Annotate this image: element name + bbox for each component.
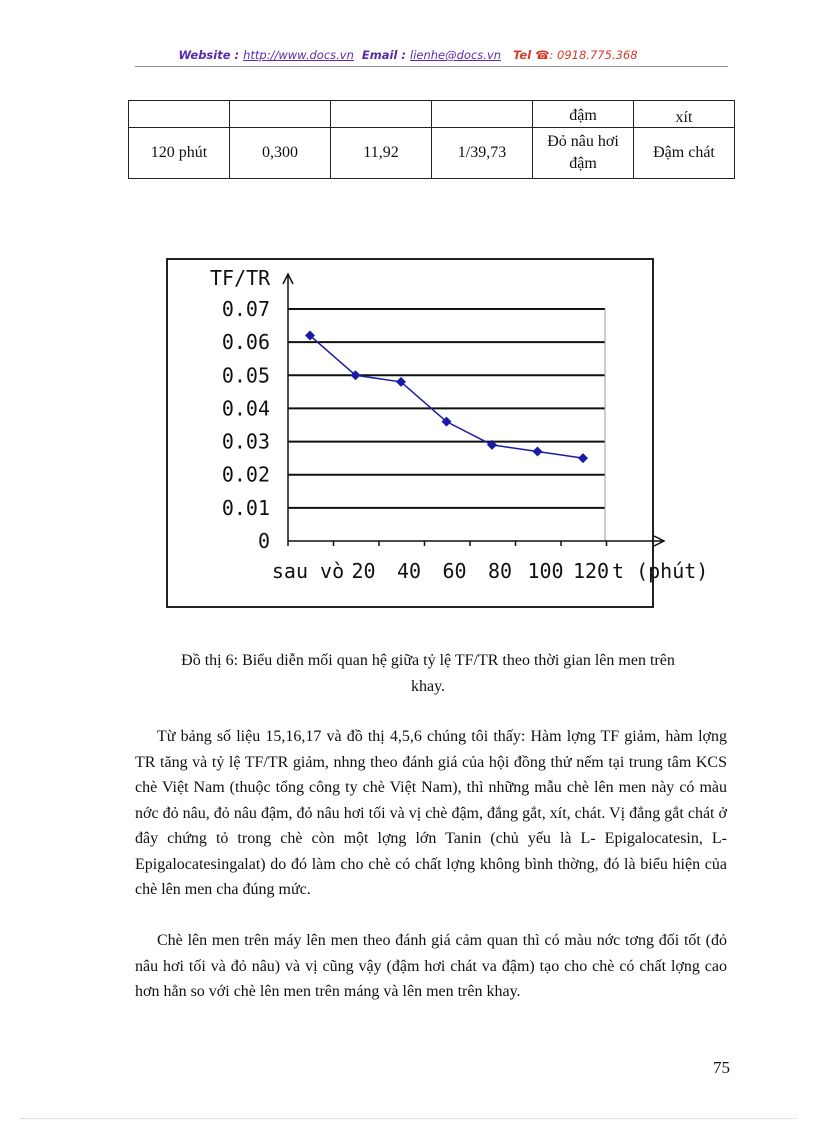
- caption-line-1: Đồ thị 6: Biểu diễn mối quan hệ giữa tỷ lệ TF/TR theo thời gian lên men trên: [181, 652, 675, 669]
- tel-value: : 0918.775.368: [549, 48, 638, 62]
- y-tick-label: 0.01: [221, 495, 270, 520]
- page-header: [0, 48, 816, 62]
- table-cell: 0,300: [230, 128, 331, 179]
- x-tick-label: 40: [396, 559, 422, 583]
- x-tick-label: 80: [487, 559, 513, 583]
- footer-divider: [20, 1118, 796, 1119]
- y-tick-label: 0.02: [221, 462, 270, 487]
- data-table: [128, 100, 735, 179]
- x-tick-label: 20: [351, 559, 376, 583]
- table-cell: đậm: [533, 101, 634, 128]
- email-label: Email: [361, 48, 398, 62]
- paragraph-2: Chè lên men trên máy lên men theo đánh giá cảm quan thì có màu nớc tơng đối tốt (đỏ nâu hơi tối và đỏ nâu) và vị cũng vậy (đậm hơi chát va đậm) tạo cho chè có chất lợng cao hơn hẳn so với chè lên men trên máng và lên men trên khay.: [135, 932, 727, 1000]
- table-row: [129, 101, 735, 128]
- x-tick-label: 60: [442, 559, 467, 583]
- website-link[interactable]: http://www.docs.vn: [243, 48, 354, 62]
- table-cell: [129, 101, 230, 128]
- x-tick-label: sau vò: [271, 559, 345, 583]
- website-label: Website :: [178, 48, 244, 62]
- table-cell: 120 phút: [129, 128, 230, 179]
- y-tick-label: 0.03: [221, 429, 270, 454]
- table-cell: Đậm chát: [634, 128, 735, 179]
- y-tick-label: 0.07: [221, 297, 270, 321]
- figure-caption: [128, 648, 728, 700]
- email-separator: :: [397, 48, 411, 62]
- table-cell: [432, 101, 533, 128]
- y-axis-title: TF/TR: [210, 266, 271, 290]
- tf-tr-line-chart: [168, 260, 709, 606]
- y-tick-label: 0.04: [221, 396, 270, 421]
- table-cell: 1/39,73: [432, 128, 533, 179]
- x-axis-title: t (phút): [612, 559, 709, 583]
- tel-label: Tel: [513, 48, 532, 62]
- phone-icon: ☎: [535, 48, 550, 62]
- y-tick-label: 0.06: [221, 330, 270, 355]
- chart-frame: [166, 258, 709, 608]
- y-tick-label: 0: [257, 529, 270, 553]
- data-point: [533, 447, 543, 457]
- email-link[interactable]: lienhe@docs.vn: [410, 48, 502, 62]
- x-tick-label: 100: [527, 559, 564, 583]
- header-divider: [135, 66, 728, 67]
- table-cell: [230, 101, 331, 128]
- paragraph-1: Từ bảng số liệu 15,16,17 và đồ thị 4,5,6 chúng tôi thấy: Hàm lợng TF giảm, hàm lợng TR tăng và tỷ lệ TF/TR giảm, nhng theo đánh giá của hội đồng thử nếm tại trung tâm KCS chè Việt Nam (thuộc tổng công ty chè Việt Nam), thì những mẫu chè lên men này có màu nớc đỏ nâu, đỏ nâu đậm, đỏ nâu hơi tối và vị chè đậm, đắng gắt, xít, chát. Vị đắng gắt chát ở đây chứng tỏ trong chè còn một lợng lớn Tanin (chủ yếu là L- Epigalocatesin, L- Epigalocatesingalat) do đó làm cho chè có chất lợng không bình thờng, đó là biểu hiện của chè lên men cha đúng mức.: [135, 728, 727, 898]
- page-number: 75: [713, 1058, 730, 1077]
- table-cell: Đỏ nâu hơi đậm: [533, 128, 634, 179]
- table-cell: 11,92: [331, 128, 432, 179]
- x-tick-label: 120: [572, 559, 610, 583]
- table-cell: xít: [634, 101, 735, 128]
- caption-line-2: khay.: [410, 678, 446, 695]
- data-point: [578, 453, 588, 463]
- y-tick-label: 0.05: [221, 363, 270, 388]
- series-line: [310, 336, 583, 459]
- table-row: [129, 128, 735, 179]
- table-cell: [331, 101, 432, 128]
